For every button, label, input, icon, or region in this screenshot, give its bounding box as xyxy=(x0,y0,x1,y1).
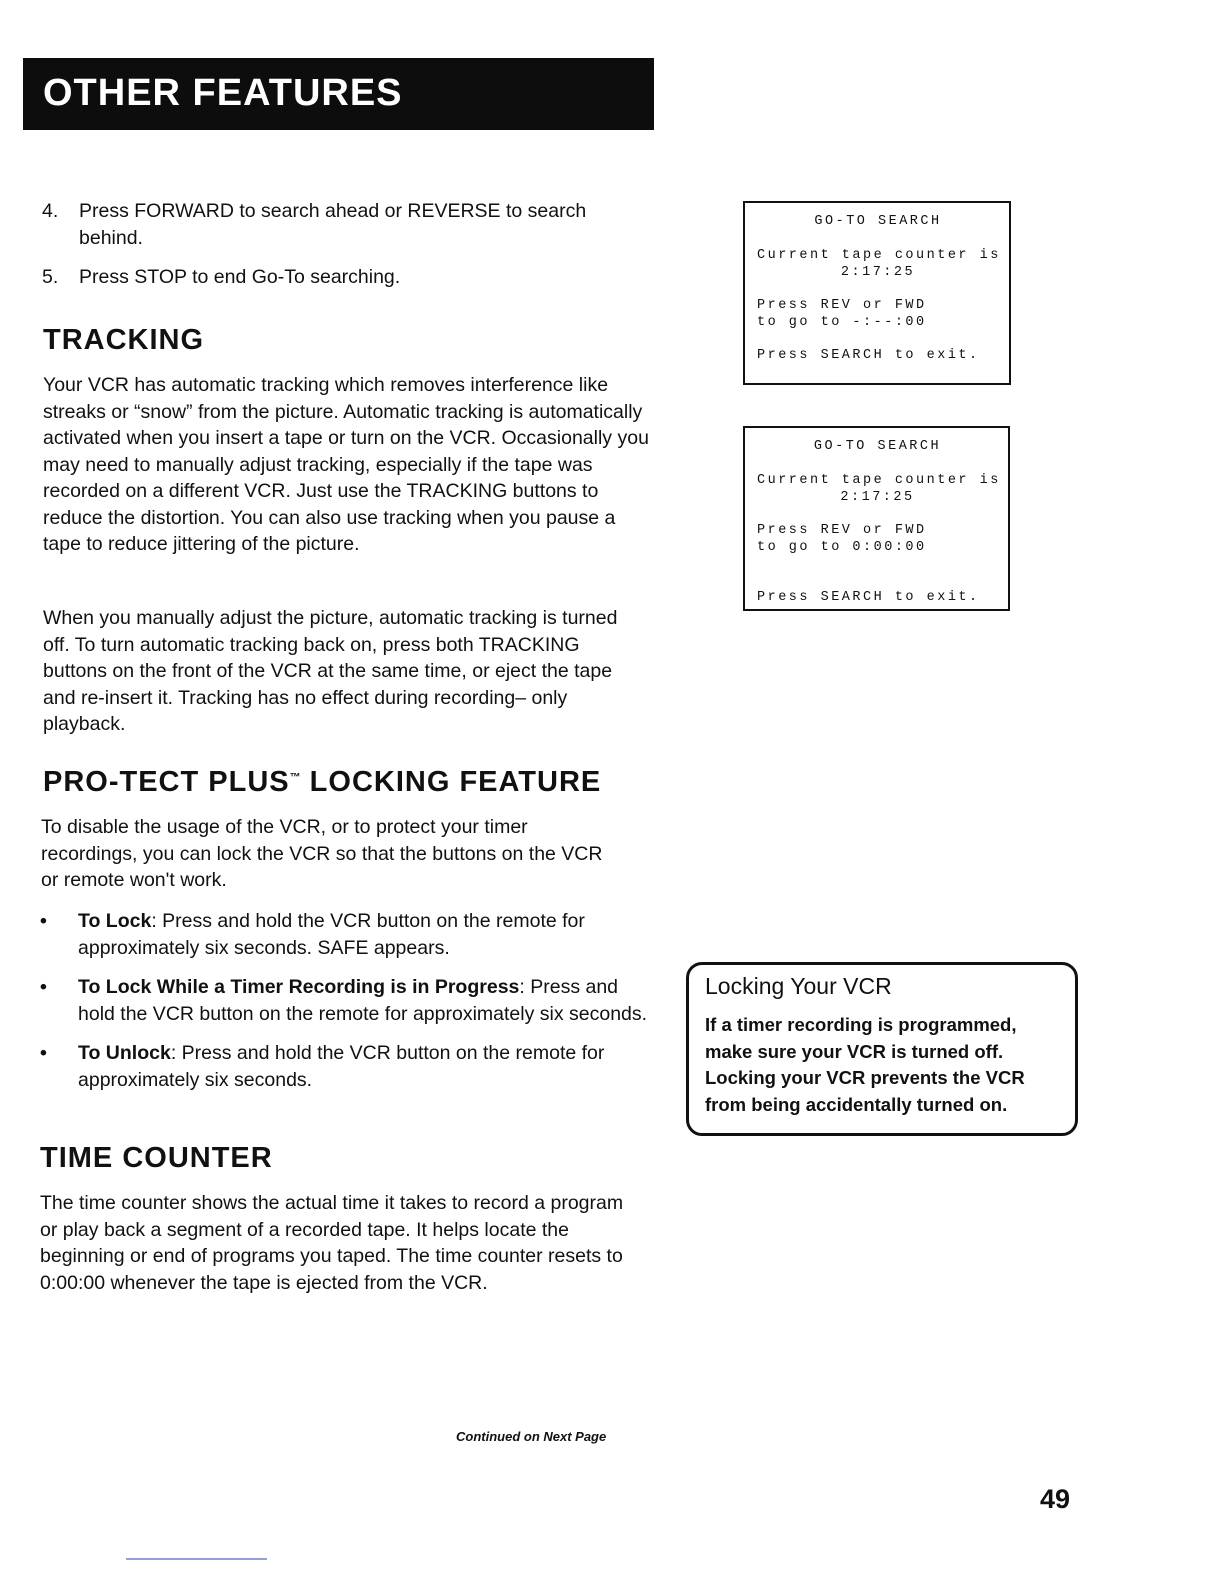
tracking-heading: TRACKING xyxy=(43,324,205,356)
bullet-label: To Unlock xyxy=(78,1042,171,1064)
tracking-paragraph-1: Your VCR has automatic tracking which removes interference like streaks or “snow” from the picture. Automatic tracking is automatically activated when you insert a tape or turn on the VCR. Occasionally you may need to manually adjust tracking, especially if the tape was recorded on a different VCR. Just use the TRACKING buttons to reduce the distortion. You can also use tracking when you pause a tape to reduce jittering of the picture. xyxy=(43,374,649,555)
page-number: 49 xyxy=(1040,1484,1071,1514)
step-text: Press FORWARD to search ahead or REVERSE to search behind. xyxy=(79,200,587,249)
page-header xyxy=(23,58,654,130)
header-title: OTHER FEATURES xyxy=(43,72,403,114)
bullet-text: : Press and hold the VCR button on the remote for approximately six seconds. SAFE appears. xyxy=(78,910,585,959)
locking-callout-box xyxy=(686,962,1078,1136)
tracking-paragraph-2: When you manually adjust the picture, automatic tracking is turned off. To turn automatic tracking back on, press both TRACKING buttons on the front of the VCR at the same time, or eject the tape and re-insert it. Tracking has no effect during recording– only playback. xyxy=(43,607,618,735)
screen-line: Press SEARCH to exit. xyxy=(757,348,980,363)
screen-title: GO-TO SEARCH xyxy=(813,439,942,454)
step-text: Press STOP to end Go-To searching. xyxy=(79,266,401,288)
list-item xyxy=(38,1040,648,1093)
bullet-icon: • xyxy=(40,910,47,932)
screen-line: Press REV or FWD xyxy=(757,298,927,313)
callout-body: If a timer recording is programmed, make sure your VCR is turned off. Locking your VCR prevents the VCR from being accidentally turned on. xyxy=(705,1014,1025,1115)
step-list xyxy=(42,198,622,304)
go-to-search-screen-1 xyxy=(743,201,1011,385)
trademark-symbol: ™ xyxy=(289,771,301,784)
bullet-icon: • xyxy=(40,976,47,998)
callout-title: Locking Your VCR xyxy=(705,973,892,999)
screen-line: Current tape counter is xyxy=(757,248,1001,263)
lock-bullet-list xyxy=(38,908,648,1106)
time-counter-heading: TIME COUNTER xyxy=(40,1142,273,1174)
tape-counter-value: 2:17:25 xyxy=(840,490,915,505)
go-to-search-screen-2 xyxy=(743,426,1010,611)
screen-line: Current tape counter is xyxy=(757,473,1001,488)
protect-intro: To disable the usage of the VCR, or to protect your timer recordings, you can lock the VCR so that the buttons on the VCR or remote won't work. xyxy=(41,816,603,891)
bullet-text: : Press and hold the VCR button on the remote for approximately six seconds. xyxy=(78,976,648,1025)
screen-line: to go to 0:00:00 xyxy=(757,540,927,555)
step-number: 5. xyxy=(42,266,59,288)
list-item xyxy=(42,264,622,291)
continued-note: Continued on Next Page xyxy=(456,1429,607,1444)
screen-line: Press SEARCH to exit. xyxy=(757,590,980,605)
list-item xyxy=(38,908,648,961)
bullet-label: To Lock xyxy=(78,910,152,932)
bullet-icon: • xyxy=(40,1042,47,1064)
time-counter-paragraph: The time counter shows the actual time it takes to record a program or play back a segment of a recorded tape. It helps locate the beginning or end of programs you taped. The time counter resets to 0:00:00 whenever the tape is ejected from the VCR. xyxy=(40,1192,624,1294)
protect-heading-main: PRO-TECT PLUS xyxy=(43,766,290,798)
screen-line: to go to -:--:00 xyxy=(757,315,927,330)
bullet-label: To Lock While a Timer Recording is in Progress xyxy=(78,976,520,998)
tape-counter-value: 2:17:25 xyxy=(840,265,916,280)
divider xyxy=(126,1558,267,1560)
protect-heading xyxy=(43,766,601,799)
list-item xyxy=(42,198,622,251)
screen-title: GO-TO SEARCH xyxy=(814,214,942,229)
step-number: 4. xyxy=(42,200,59,222)
protect-heading-rest: LOCKING FEATURE xyxy=(300,766,602,798)
screen-line: Press REV or FWD xyxy=(757,523,927,538)
list-item xyxy=(38,974,648,1027)
bullet-text: : Press and hold the VCR button on the remote for approximately six seconds. xyxy=(78,1042,605,1091)
